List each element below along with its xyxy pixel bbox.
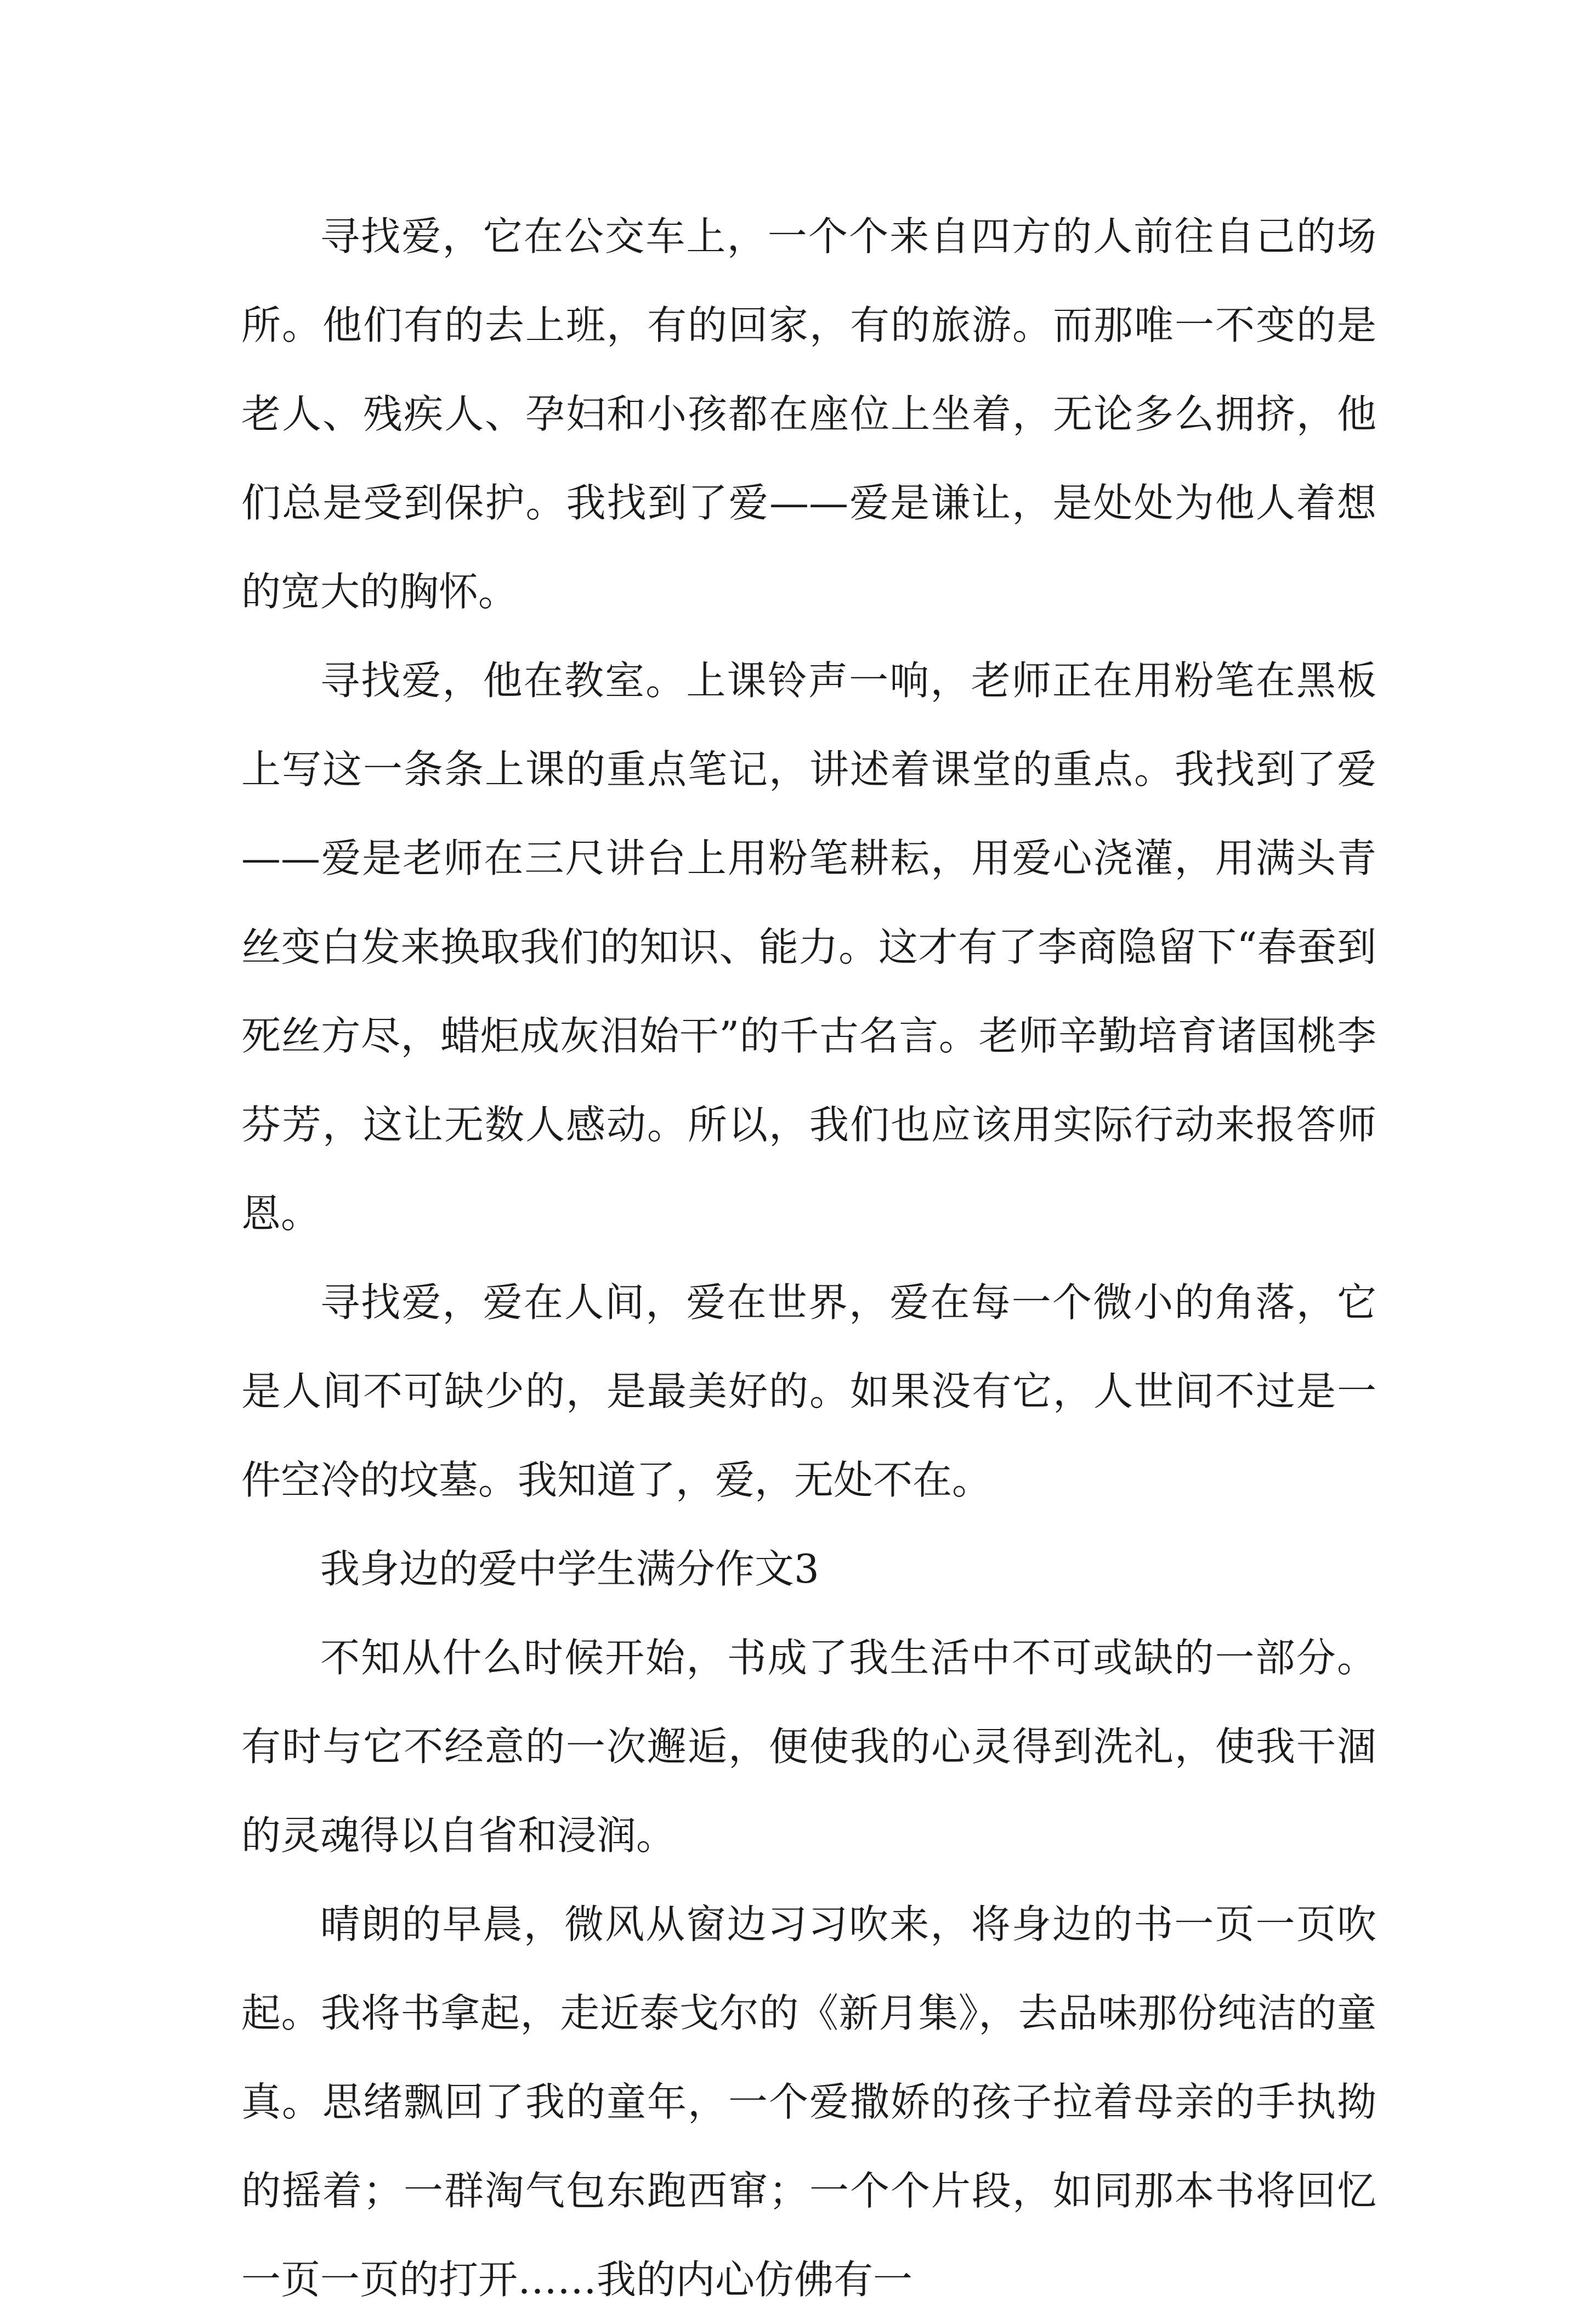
paragraph-everywhere: 寻找爱，爱在人间，爱在世界，爱在每一个微小的角落，它是人间不可缺少的，是最美好的。如果没有它，人世间不过是一件空冷的坟墓。我知道了，爱，无处不在。: [241, 1279, 1376, 1503]
paragraph-bus: 寻找爱，它在公交车上，一个个来自四方的人前往自己的场所。他们有的去上班，有的回家，有的旅游。而那唯一不变的是老人、残疾人、孕妇和小孩都在座位上坐着，无论多么拥挤，他们总是受到保护。我找到了爱——爱是谦让，是处处为他人着想的宽大的胸怀。: [241, 213, 1376, 615]
paragraph-morning: 晴朗的早晨，微风从窗边习习吹来，将身边的书一页一页吹起。我将书拿起，走近泰戈尔的《新月集》，去品味那份纯洁的童真。思绪飘回了我的童年，一个爱撒娇的孩子拉着母亲的手执拗的摇着；一群淘气包东跑西窜；一个个片段，如同那本书将回忆一页一页的打开……我的内心仿佛有一: [241, 1901, 1376, 2303]
paragraph-classroom: 寻找爱，他在教室。上课铃声一响，老师正在用粉笔在黑板上写这一条条上课的重点笔记，讲述着课堂的重点。我找到了爱——爱是老师在三尺讲台上用粉笔耕耘，用爱心浇灌，用满头青丝变白发来换取我们的知识、能力。这才有了李商隐留下“春蚕到死丝方尽，蜡炬成灰泪始干”的千古名言。老师辛勤培育诸国桃李芬芳，这让无数人感动。所以，我们也应该用实际行动来报答师恩。: [241, 657, 1376, 1237]
document-body: [241, 192, 1376, 2324]
essay-title: 我身边的爱中学生满分作文3: [320, 1546, 819, 1592]
paragraph-books: 不知从什么时候开始，书成了我生活中不可或缺的一部分。有时与它不经意的一次邂逅，便使我的心灵得到洗礼，使我干涸的灵魂得以自省和浸润。: [241, 1635, 1376, 1858]
